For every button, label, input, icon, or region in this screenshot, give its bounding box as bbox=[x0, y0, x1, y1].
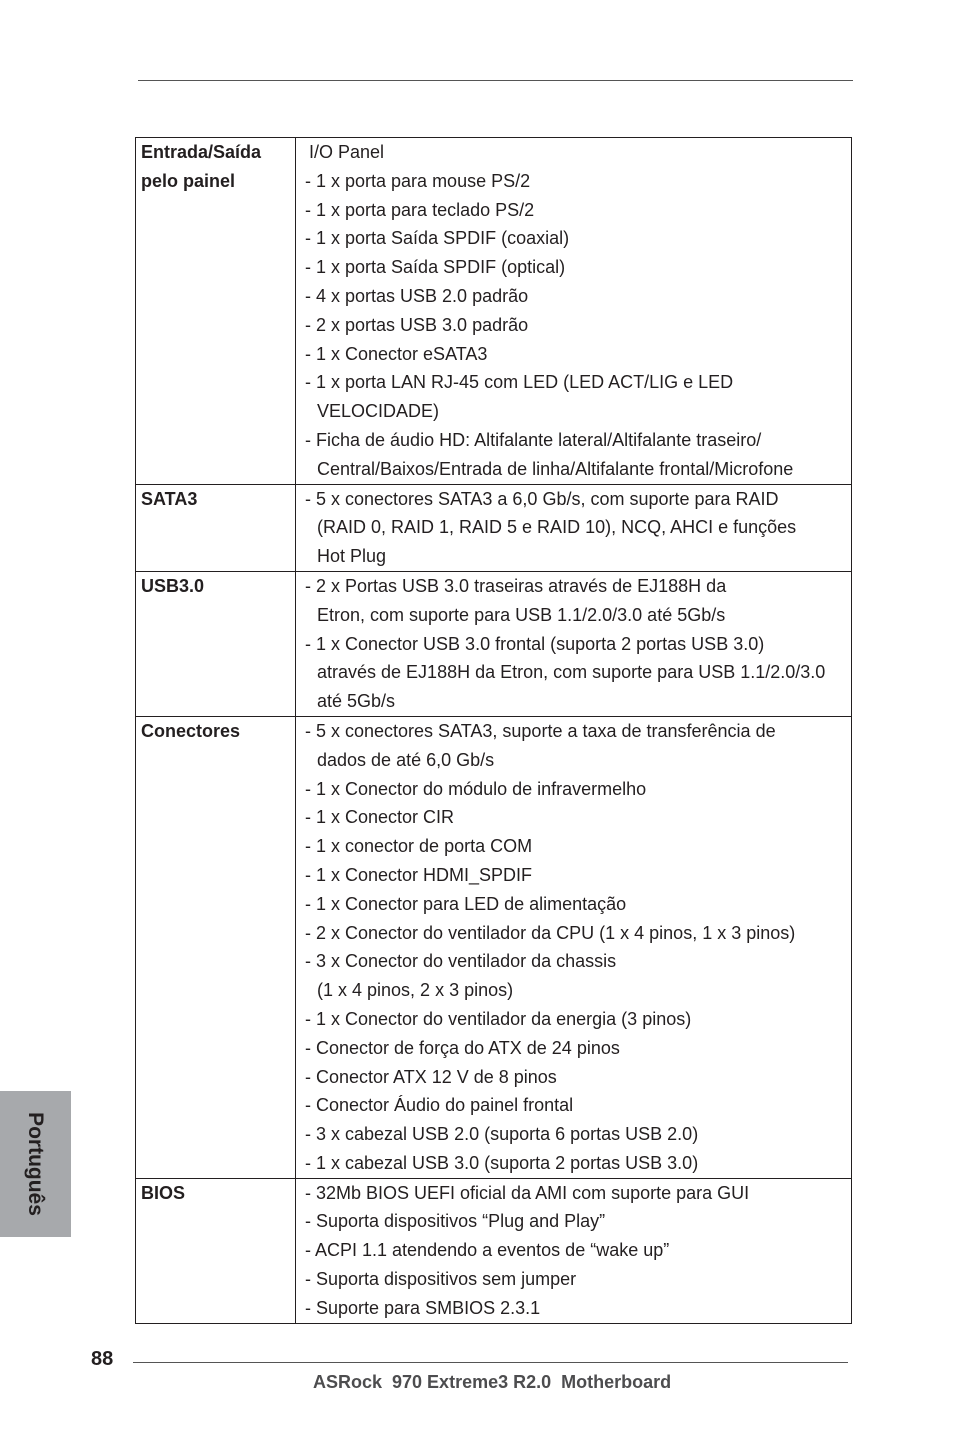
spec-label-line: USB3.0 bbox=[141, 575, 205, 596]
spec-line: - 2 x portas USB 3.0 padrão bbox=[305, 314, 529, 335]
spec-line: Hot Plug bbox=[317, 546, 387, 567]
spec-line: - 5 x conectores SATA3 a 6,0 Gb/s, com suporte para RAID bbox=[305, 488, 779, 509]
spec-label bbox=[136, 716, 296, 1178]
spec-label bbox=[136, 484, 296, 571]
spec-label-line: pelo painel bbox=[141, 170, 236, 191]
spec-row bbox=[136, 138, 852, 485]
page-number: 88 bbox=[91, 1348, 114, 1370]
footer-title: ASRock 970 Extreme3 R2.0 Motherboard bbox=[313, 1372, 672, 1392]
spec-line: - 5 x conectores SATA3, suporte a taxa de transferência de bbox=[305, 720, 776, 741]
spec-row bbox=[136, 484, 852, 571]
spec-line: - 2 x Portas USB 3.0 traseiras através de EJ188H da bbox=[305, 575, 727, 596]
spec-line: - 1 x Conector para LED de alimentação bbox=[305, 893, 627, 914]
spec-line: - 1 x porta para mouse PS/2 bbox=[305, 170, 531, 191]
spec-line: - 4 x portas USB 2.0 padrão bbox=[305, 285, 529, 306]
spec-line: dados de até 6,0 Gb/s bbox=[317, 749, 495, 770]
spec-row bbox=[136, 1178, 852, 1323]
spec-label bbox=[136, 1178, 296, 1323]
spec-line: - 1 x porta para teclado PS/2 bbox=[305, 199, 535, 220]
spec-line: (1 x 4 pinos, 2 x 3 pinos) bbox=[317, 980, 514, 1001]
spec-line: através de EJ188H da Etron, com suporte para USB 1.1/2.0/3.0 bbox=[317, 662, 826, 683]
spec-line: - 1 x Conector do ventilador da energia (3 pinos) bbox=[305, 1008, 692, 1029]
spec-line: (RAID 0, RAID 1, RAID 5 e RAID 10), NCQ, AHCI e funções bbox=[317, 517, 797, 538]
spec-line: Etron, com suporte para USB 1.1/2.0/3.0 até 5Gb/s bbox=[317, 604, 726, 625]
spec-line: - Ficha de áudio HD: Altifalante lateral/Altifalante traseiro/ bbox=[305, 429, 762, 450]
spec-line: I/O Panel bbox=[309, 142, 385, 162]
spec-line: - 32Mb BIOS UEFI oficial da AMI com suporte para GUI bbox=[305, 1182, 750, 1203]
spec-label-line: Conectores bbox=[141, 720, 241, 741]
footer-rule bbox=[133, 1362, 848, 1363]
spec-values bbox=[296, 1178, 852, 1323]
spec-line: VELOCIDADE) bbox=[317, 401, 440, 422]
spec-line: até 5Gb/s bbox=[317, 691, 396, 712]
spec-line: - 1 x porta Saída SPDIF (optical) bbox=[305, 257, 566, 278]
spec-table bbox=[135, 137, 852, 1324]
language-tab-label: Português bbox=[24, 1112, 47, 1216]
spec-line: - Suporta dispositivos “Plug and Play” bbox=[305, 1211, 606, 1232]
spec-row bbox=[136, 571, 852, 716]
spec-label-line: BIOS bbox=[141, 1182, 186, 1203]
spec-label bbox=[136, 571, 296, 716]
spec-line: - ACPI 1.1 atendendo a eventos de “wake up” bbox=[305, 1240, 670, 1261]
spec-line: - 1 x Conector eSATA3 bbox=[305, 343, 488, 364]
spec-row bbox=[136, 716, 852, 1178]
spec-line: - 1 x porta LAN RJ-45 com LED (LED ACT/LIG e LED bbox=[305, 372, 734, 393]
header-rule bbox=[138, 80, 853, 81]
spec-values bbox=[296, 716, 852, 1178]
spec-line: - Conector ATX 12 V de 8 pinos bbox=[305, 1066, 557, 1087]
spec-values bbox=[296, 484, 852, 571]
spec-line: - 1 x cabezal USB 3.0 (suporta 2 portas USB 3.0) bbox=[305, 1152, 699, 1173]
language-tab bbox=[0, 1091, 71, 1237]
spec-line: - 3 x Conector do ventilador da chassis bbox=[305, 951, 617, 972]
spec-line: - Suporta dispositivos sem jumper bbox=[305, 1269, 577, 1290]
spec-line: - 1 x Conector HDMI_SPDIF bbox=[305, 864, 533, 885]
spec-label-line: SATA3 bbox=[141, 488, 198, 509]
spec-line: Central/Baixos/Entrada de linha/Altifalante frontal/Microfone bbox=[317, 458, 794, 479]
spec-line: - 1 x porta Saída SPDIF (coaxial) bbox=[305, 228, 570, 249]
spec-line: - 1 x conector de porta COM bbox=[305, 836, 533, 857]
spec-line: - 1 x Conector do módulo de infravermelho bbox=[305, 778, 647, 799]
spec-line: - 3 x cabezal USB 2.0 (suporta 6 portas USB 2.0) bbox=[305, 1124, 699, 1145]
spec-line: - 1 x Conector USB 3.0 frontal (suporta 2 portas USB 3.0) bbox=[305, 633, 765, 654]
spec-line: - Conector de força do ATX de 24 pinos bbox=[305, 1037, 620, 1058]
spec-label-line: Entrada/Saída bbox=[141, 142, 262, 162]
spec-line: - Suporte para SMBIOS 2.3.1 bbox=[305, 1297, 541, 1318]
spec-label bbox=[136, 138, 296, 485]
spec-line: - 2 x Conector do ventilador da CPU (1 x 4 pinos, 1 x 3 pinos) bbox=[305, 922, 796, 943]
spec-line: - 1 x Conector CIR bbox=[305, 807, 455, 828]
spec-values bbox=[296, 138, 852, 485]
spec-values bbox=[296, 571, 852, 716]
spec-line: - Conector Áudio do painel frontal bbox=[305, 1095, 574, 1116]
